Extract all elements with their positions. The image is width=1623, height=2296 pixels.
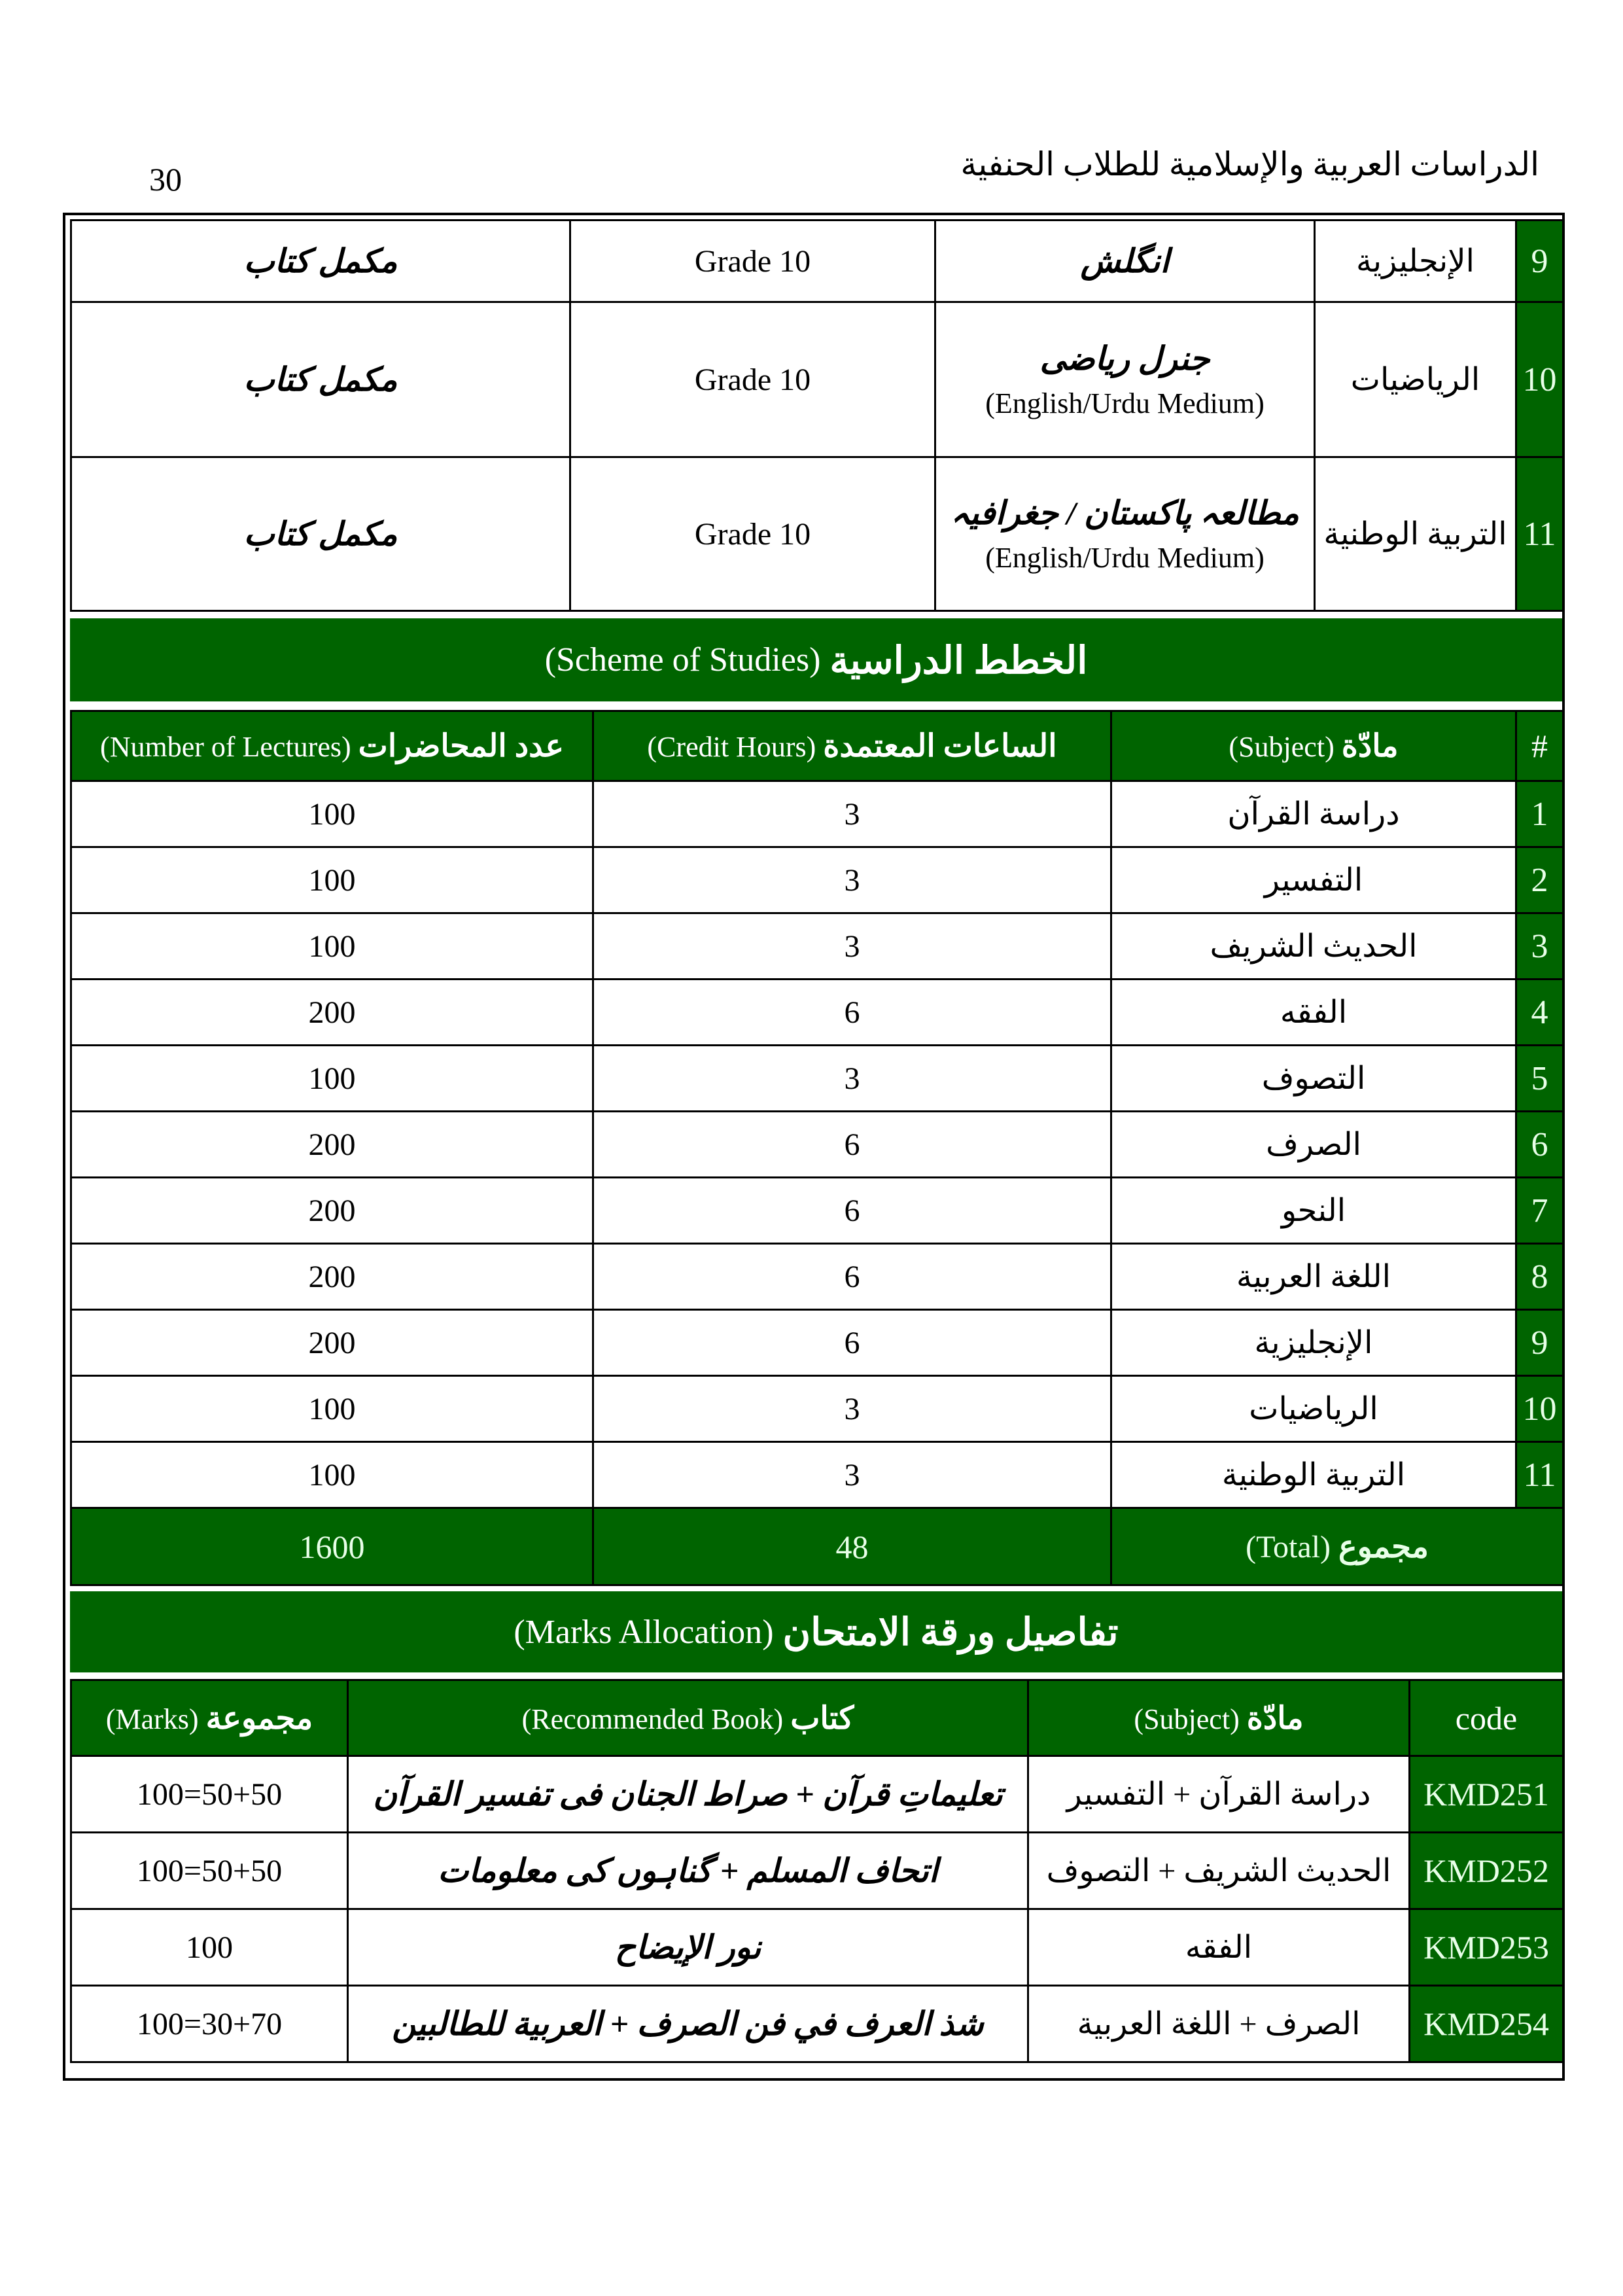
table-row	[71, 1046, 1563, 1112]
table-row	[71, 1376, 1563, 1442]
row-number: 3	[1516, 913, 1563, 980]
lectures-cell: 200	[71, 1310, 593, 1376]
scheme-title-ar: الخطط الدراسية	[829, 639, 1088, 682]
credit-hours-cell: 3	[593, 913, 1111, 980]
credit-hours-cell: 6	[593, 980, 1111, 1046]
marks-cell: 100=30+70	[71, 1986, 348, 2062]
scope-cell: مکمل کتاب	[71, 457, 570, 611]
table-row	[71, 781, 1563, 847]
table-row	[71, 1986, 1563, 2062]
credit-hours-cell: 6	[593, 1244, 1111, 1310]
marks-cell: 100	[71, 1909, 348, 1986]
subject-cell: النحو	[1111, 1178, 1516, 1244]
recommended-book-cell: نور الإيضاح	[348, 1909, 1028, 1986]
row-number: 5	[1516, 1046, 1563, 1112]
subject-cell: اللغة العربية	[1111, 1244, 1516, 1310]
row-number: 4	[1516, 980, 1563, 1046]
marks-cell: 100=50+50	[71, 1756, 348, 1833]
lectures-cell: 100	[71, 1442, 593, 1508]
book-title: جنرل ریاضی	[1039, 340, 1210, 377]
credit-hours-cell: 6	[593, 1178, 1111, 1244]
course-code: KMD254	[1410, 1986, 1563, 2062]
subject-cell: الرياضيات	[1315, 302, 1516, 457]
subject-cell: دراسة القرآن + التفسير	[1028, 1756, 1410, 1833]
course-code: KMD251	[1410, 1756, 1563, 1833]
table-row	[71, 1310, 1563, 1376]
subject-cell: التربية الوطنية	[1111, 1442, 1516, 1508]
lectures-cell: 200	[71, 1112, 593, 1178]
header-number: #	[1516, 711, 1563, 781]
marks-header-row	[71, 1680, 1563, 1756]
marks-title-en: (Marks Allocation)	[514, 1613, 774, 1651]
credit-hours-cell: 3	[593, 781, 1111, 847]
grade-cell: Grade 10	[570, 221, 935, 302]
recommended-book-cell: تعلیماتِ قرآن + صراط الجنان فی تفسیر القرآن	[348, 1756, 1028, 1833]
table-row	[71, 913, 1563, 980]
credit-hours-cell: 3	[593, 1046, 1111, 1112]
table-row	[71, 457, 1563, 611]
total-label: مجموع (Total)	[1111, 1508, 1563, 1585]
row-number: 8	[1516, 1244, 1563, 1310]
subject-cell: الحديث الشريف	[1111, 913, 1516, 980]
credit-hours-cell: 6	[593, 1112, 1111, 1178]
lectures-cell: 100	[71, 1376, 593, 1442]
table-row	[71, 1442, 1563, 1508]
lectures-cell: 200	[71, 980, 593, 1046]
subject-cell: الصرف + اللغة العربية	[1028, 1986, 1410, 2062]
book-cell	[935, 221, 1315, 302]
subject-cell: التفسير	[1111, 847, 1516, 913]
subject-cell: الإنجليزية	[1111, 1310, 1516, 1376]
row-number: 1	[1516, 781, 1563, 847]
row-number: 9	[1516, 221, 1563, 302]
credit-hours-cell: 6	[593, 1310, 1111, 1376]
row-number: 10	[1516, 1376, 1563, 1442]
lectures-cell: 100	[71, 847, 593, 913]
marks-title-ar: تفاصيل ورقة الامتحان	[782, 1611, 1119, 1653]
header-recommended-book: كتاب (Recommended Book)	[348, 1680, 1028, 1756]
subject-cell: الصرف	[1111, 1112, 1516, 1178]
book-medium-note: (English/Urdu Medium)	[985, 387, 1265, 419]
marks-cell: 100=50+50	[71, 1833, 348, 1909]
subject-cell: الرياضيات	[1111, 1376, 1516, 1442]
subject-cell: الإنجليزية	[1315, 221, 1516, 302]
table-row	[71, 1112, 1563, 1178]
table-row	[71, 221, 1563, 302]
lectures-cell: 200	[71, 1178, 593, 1244]
subject-cell: الفقه	[1028, 1909, 1410, 1986]
running-title: الدراسات العربية والإسلامية للطلاب الحنفية	[960, 146, 1539, 183]
table-row	[71, 302, 1563, 457]
subject-cell: الفقه	[1111, 980, 1516, 1046]
subject-cell: الحديث الشريف + التصوف	[1028, 1833, 1410, 1909]
course-code: KMD253	[1410, 1909, 1563, 1986]
course-code: KMD252	[1410, 1833, 1563, 1909]
table-row	[71, 1909, 1563, 1986]
book-medium-note: (English/Urdu Medium)	[985, 541, 1265, 574]
credit-hours-cell: 3	[593, 1442, 1111, 1508]
table-row	[71, 847, 1563, 913]
scheme-of-studies-banner	[70, 618, 1562, 701]
row-number: 11	[1516, 457, 1563, 611]
book-title: مطالعہ پاکستان / جغرافیہ	[951, 494, 1299, 531]
lectures-cell: 200	[71, 1244, 593, 1310]
book-cell	[935, 302, 1315, 457]
book-title: انگلش	[1080, 243, 1170, 279]
credit-hours-cell: 3	[593, 847, 1111, 913]
scheme-total-row	[71, 1508, 1563, 1585]
marks-allocation-banner	[70, 1591, 1562, 1672]
row-number: 6	[1516, 1112, 1563, 1178]
scheme-title-en: (Scheme of Studies)	[544, 641, 821, 679]
lectures-cell: 100	[71, 781, 593, 847]
total-credit-hours: 48	[593, 1508, 1111, 1585]
lectures-cell: 100	[71, 1046, 593, 1112]
header-credit-hours: الساعات المعتمدة (Credit Hours)	[593, 711, 1111, 781]
continuation-table	[70, 219, 1564, 612]
row-number: 2	[1516, 847, 1563, 913]
book-cell	[935, 457, 1315, 611]
lectures-cell: 100	[71, 913, 593, 980]
total-lectures: 1600	[71, 1508, 593, 1585]
header-lectures: عدد المحاضرات (Number of Lectures)	[71, 711, 593, 781]
grade-cell: Grade 10	[570, 457, 935, 611]
row-number: 7	[1516, 1178, 1563, 1244]
marks-table	[70, 1679, 1564, 2063]
table-row	[71, 980, 1563, 1046]
row-number: 11	[1516, 1442, 1563, 1508]
table-row	[71, 1244, 1563, 1310]
recommended-book-cell: شذ العرف في فن الصرف + العربية للطالبين	[348, 1986, 1028, 2062]
subject-cell: التربية الوطنية	[1315, 457, 1516, 611]
header-code: code	[1410, 1680, 1563, 1756]
grade-cell: Grade 10	[570, 302, 935, 457]
header-subject: مادّة (Subject)	[1111, 711, 1516, 781]
recommended-book-cell: اتحاف المسلم + گناہوں کی معلومات	[348, 1833, 1028, 1909]
subject-cell: دراسة القرآن	[1111, 781, 1516, 847]
header-marks: مجموعة (Marks)	[71, 1680, 348, 1756]
row-number: 9	[1516, 1310, 1563, 1376]
credit-hours-cell: 3	[593, 1376, 1111, 1442]
scheme-header-row	[71, 711, 1563, 781]
header-subject: مادّة (Subject)	[1028, 1680, 1410, 1756]
page-number: 30	[149, 161, 182, 198]
table-row	[71, 1178, 1563, 1244]
scheme-table	[70, 710, 1564, 1586]
scope-cell: مکمل کتاب	[71, 221, 570, 302]
scope-cell: مکمل کتاب	[71, 302, 570, 457]
table-row	[71, 1756, 1563, 1833]
table-row	[71, 1833, 1563, 1909]
subject-cell: التصوف	[1111, 1046, 1516, 1112]
row-number: 10	[1516, 302, 1563, 457]
